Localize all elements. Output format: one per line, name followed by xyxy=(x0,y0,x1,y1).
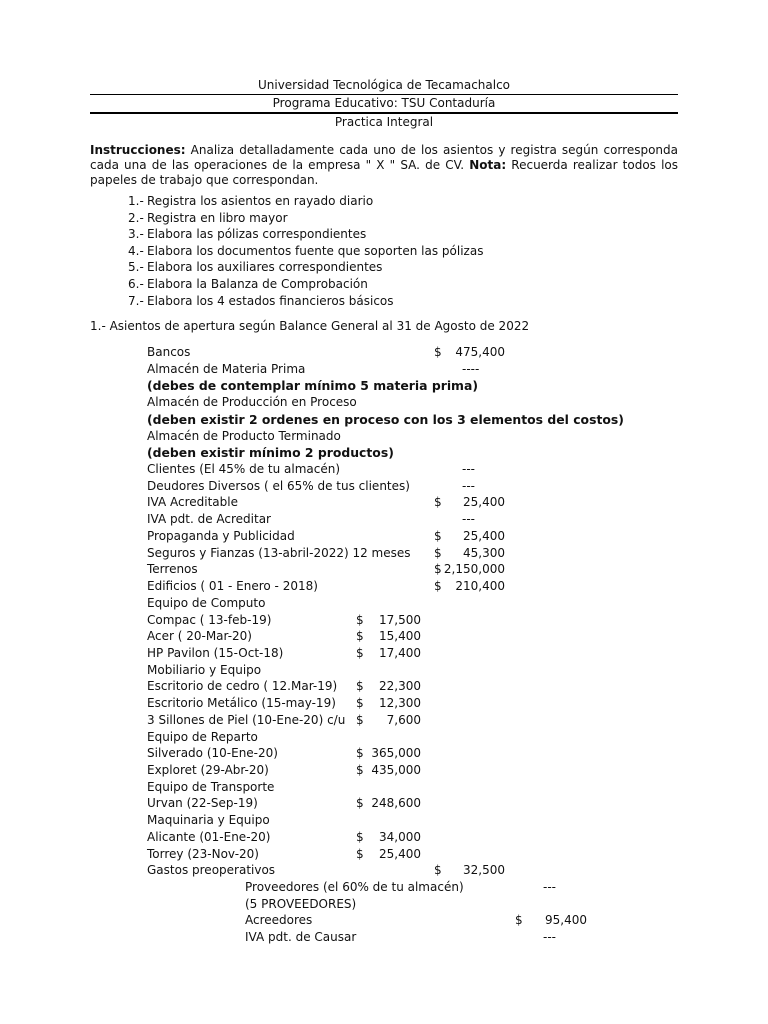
balance-row-label: (5 PROVEEDORES) xyxy=(245,896,357,911)
balance-row-label: Mobiliario y Equipo xyxy=(147,662,262,677)
balance-amount: 22,300 xyxy=(379,679,421,694)
balance-row-label: IVA pdt. de Acreditar xyxy=(147,512,271,527)
currency-symbol: $ xyxy=(356,796,364,811)
balance-row-label: Clientes (El 45% de tu almacén) xyxy=(147,462,341,477)
balance-row-label: Equipo de Transporte xyxy=(147,779,275,794)
balance-amount: 435,000 xyxy=(371,763,421,777)
document-header xyxy=(90,77,678,131)
balance-row-label: Acreedores xyxy=(245,913,313,928)
currency-symbol: $ xyxy=(356,846,364,861)
empty-amount-dash: --- xyxy=(462,512,475,527)
empty-amount-dash: --- xyxy=(543,930,556,945)
list-item: 5.- Elabora los auxiliares correspondientes xyxy=(128,260,383,275)
balance-amount: 34,000 xyxy=(379,829,421,844)
balance-row-label: IVA pdt. de Causar xyxy=(245,930,357,945)
practice-title: Practica Integral xyxy=(334,115,434,129)
balance-row-label: Silverado (10-Ene-20) xyxy=(147,746,278,761)
empty-amount-dash: ---- xyxy=(462,361,480,376)
balance-row-label: Urvan (22-Sep-19) xyxy=(147,796,258,811)
balance-row-label: Torrey (23-Nov-20) xyxy=(147,846,259,861)
balance-row-label: (deben existir 2 ordenes en proceso con los 3 elementos del costos) xyxy=(147,411,624,427)
balance-amount: 17,400 xyxy=(379,645,421,660)
nota-label: Nota: xyxy=(469,158,507,172)
list-item: 7.- Elabora los 4 estados financieros básicos xyxy=(128,293,394,308)
balance-row-label: Terrenos xyxy=(147,562,198,577)
list-item: 6.- Elabora la Balanza de Comprobación xyxy=(128,276,368,291)
university-name: Universidad Tecnológica de Tecamachalco xyxy=(257,78,511,92)
balance-amount: 32,500 xyxy=(463,863,505,878)
currency-symbol: $ xyxy=(434,562,442,577)
instructions-label: Instrucciones: xyxy=(90,143,186,157)
balance-amount: 25,400 xyxy=(463,495,505,510)
currency-symbol: $ xyxy=(434,345,442,359)
balance-row-label: Almacén de Producto Terminado xyxy=(147,428,341,443)
balance-row-label: IVA Acreditable xyxy=(147,495,238,510)
balance-amount: 365,000 xyxy=(371,746,421,761)
balance-row-label: 3 Sillones de Piel (10-Ene-20) c/u xyxy=(147,712,346,727)
balance-row-label: (debes de contemplar mínimo 5 materia prima) xyxy=(147,378,478,394)
balance-amount: 2,150,000 xyxy=(443,562,505,577)
balance-amount: 25,400 xyxy=(379,846,421,861)
currency-symbol: $ xyxy=(515,913,523,928)
currency-symbol: $ xyxy=(434,545,442,560)
empty-amount-dash: --- xyxy=(462,462,475,477)
balance-amount: 25,400 xyxy=(463,528,505,543)
currency-symbol: $ xyxy=(356,829,364,844)
empty-amount-dash: --- xyxy=(462,478,475,493)
balance-amount: 15,400 xyxy=(379,629,421,644)
balance-row-label: Almacén de Materia Prima xyxy=(147,361,306,376)
list-item: 4.- Elabora los documentos fuente que soporten las pólizas xyxy=(128,243,484,258)
program-name: Programa Educativo: TSU Contaduría xyxy=(272,96,496,110)
balance-row-label: Equipo de Computo xyxy=(147,595,266,610)
nota-text: Recuerda realizar todos los papeles de trabajo que correspondan. xyxy=(90,158,678,187)
balance-amount: 95,400 xyxy=(545,913,587,928)
balance-row-label: Gastos preoperativos xyxy=(147,863,276,878)
currency-symbol: $ xyxy=(356,712,364,727)
balance-row-label: Deudores Diversos ( el 65% de tus clientes) xyxy=(147,478,410,493)
currency-symbol: $ xyxy=(356,629,364,644)
currency-symbol: $ xyxy=(356,746,364,761)
currency-symbol: $ xyxy=(434,579,442,594)
instructions-text: Analiza detalladamente cada uno de los asientos y registra según corresponda cada una de las operaciones de la empresa " X " SA. de CV. xyxy=(90,143,678,172)
list-item: 2.- Registra en libro mayor xyxy=(128,210,288,225)
currency-symbol: $ xyxy=(356,679,364,694)
balance-row-label: Acer ( 20-Mar-20) xyxy=(147,629,252,644)
section-title: 1.- Asientos de apertura según Balance General al 31 de Agosto de 2022 xyxy=(90,319,530,333)
instructions-paragraph xyxy=(90,143,678,188)
balance-amount: 248,600 xyxy=(371,796,421,811)
balance-row-label: Exploret (29-Abr-20) xyxy=(147,763,269,777)
balance-row-label: Compac ( 13-feb-19) xyxy=(147,612,272,627)
balance-row-label: Maquinaria y Equipo xyxy=(147,813,270,828)
balance-amount: 45,300 xyxy=(463,545,505,560)
balance-row-label: (deben existir mínimo 2 productos) xyxy=(147,445,394,461)
currency-symbol: $ xyxy=(434,528,442,543)
balance-amount: 7,600 xyxy=(386,712,421,727)
balance-row-label: Proveedores (el 60% de tu almacén) xyxy=(245,880,464,895)
balance-row-label: Equipo de Reparto xyxy=(147,729,258,744)
currency-symbol: $ xyxy=(356,612,364,627)
balance-row-label: Edificios ( 01 - Enero - 2018) xyxy=(147,579,318,594)
balance-row-label: Almacén de Producción en Proceso xyxy=(147,395,357,410)
steps-list xyxy=(128,193,483,309)
balance-amount: 12,300 xyxy=(379,696,421,711)
balance-row-label: Escritorio Metálico (15-may-19) xyxy=(147,696,336,711)
empty-amount-dash: --- xyxy=(543,880,556,895)
balance-row-label: HP Pavilon (15-Oct-18) xyxy=(147,645,284,660)
currency-symbol: $ xyxy=(434,863,442,878)
balance-row-label: Seguros y Fianzas (13-abril-2022) 12 meses xyxy=(147,545,411,560)
balance-amount: 210,400 xyxy=(455,579,505,594)
balance-row-label: Alicante (01-Ene-20) xyxy=(147,829,271,844)
currency-symbol: $ xyxy=(356,645,364,660)
balance-row-label: Bancos xyxy=(147,345,191,359)
balance-amount: 17,500 xyxy=(379,612,421,627)
balance-row-label: Escritorio de cedro ( 12.Mar-19) xyxy=(147,679,338,694)
currency-symbol: $ xyxy=(356,763,364,777)
balance-row-label: Propaganda y Publicidad xyxy=(147,528,295,543)
balance-amount: 475,400 xyxy=(455,345,505,359)
currency-symbol: $ xyxy=(356,696,364,711)
list-item: 1.- Registra los asientos en rayado diario xyxy=(128,194,374,208)
list-item: 3.- Elabora las pólizas correspondientes xyxy=(128,227,367,242)
currency-symbol: $ xyxy=(434,495,442,510)
